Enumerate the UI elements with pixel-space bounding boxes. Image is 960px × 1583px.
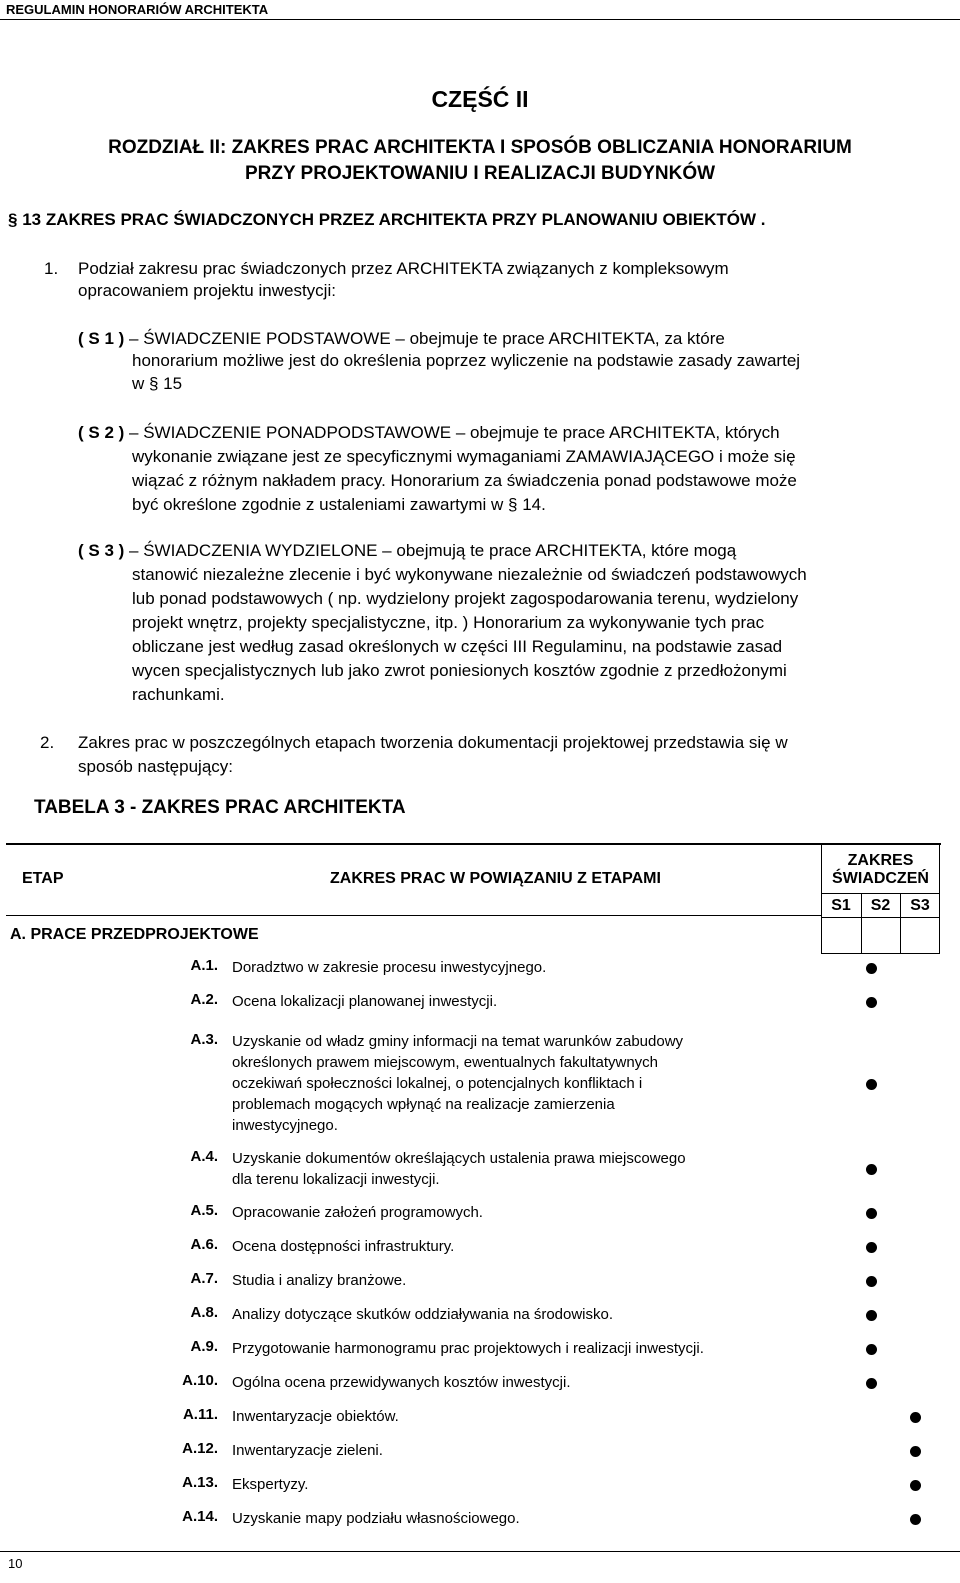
table-row-number: A.12. [182, 1440, 218, 1457]
point1-number: 1. [44, 259, 59, 278]
table-row-text: Analizy dotyczące skutków oddziaływania na środowisko. [232, 1306, 614, 1323]
point2-number: 2. [40, 733, 55, 752]
col-header-s3: S3 [910, 897, 930, 914]
running-header: REGULAMIN HONORARIÓW ARCHITEKTA [6, 2, 269, 17]
scope-bullet-icon [910, 1412, 921, 1423]
scope-bullet-icon [910, 1514, 921, 1525]
table-group-title: A. PRACE PRZEDPROJEKTOWE [10, 926, 259, 943]
table-row-text: dla terenu lokalizacji inwestycji. [232, 1171, 440, 1188]
col-header-swiadczen-2: ŚWIADCZEŃ [832, 870, 929, 887]
table-row-number: A.2. [190, 991, 218, 1008]
s1-line1-rest: obejmuje te prace ARCHITEKTA, za które [409, 329, 725, 348]
s2-code: ( S 2 ) [78, 423, 125, 442]
s3-line7: rachunkami. [132, 685, 225, 704]
table-row-number: A.6. [190, 1236, 218, 1253]
table-row-text: Inwentaryzacje zieleni. [232, 1442, 383, 1459]
s2-line1-rest: obejmuje te prace ARCHITEKTA, których [470, 423, 780, 442]
point1-line1: Podział zakresu prac świadczonych przez ARCHITEKTA związanych z kompleksowym [78, 259, 729, 278]
table-row-number: A.9. [190, 1338, 218, 1355]
table-row-text: inwestycyjnego. [232, 1117, 338, 1134]
table-row-text: Ogólna ocena przewidywanych kosztów inwestycji. [232, 1374, 571, 1391]
page-number: 10 [8, 1556, 23, 1571]
section-text: 13 ZAKRES PRAC ŚWIADCZONYCH PRZEZ ARCHITEKTA PRZY PLANOWANIU OBIEKTÓW . [22, 210, 766, 229]
s2-line4: być określone zgodnie z ustaleniami zawartymi w § 14. [132, 495, 546, 514]
col-header-etap: ETAP [22, 870, 64, 887]
table-row-number: A.7. [190, 1270, 218, 1287]
table-row-number: A.1. [190, 957, 218, 974]
s3-name: – ŚWIADCZENIA WYDZIELONE – [129, 541, 392, 560]
table-row-number: A.5. [190, 1202, 218, 1219]
scope-bullet-icon [866, 1164, 877, 1175]
scope-bullet-icon [866, 1242, 877, 1253]
table-row-number: A.13. [182, 1474, 218, 1491]
table-row-number: A.14. [182, 1508, 218, 1525]
s3-line1-rest: obejmują te prace ARCHITEKTA, które mogą [396, 541, 737, 560]
s2-line2: wykonanie związane jest ze specyficznymi wymaganiami ZAMAWIAJĄCEGO i może się [132, 447, 796, 466]
table-row-text: Uzyskanie dokumentów określających ustalenia prawa miejscowego [232, 1150, 686, 1167]
scope-bullet-icon [866, 1208, 877, 1219]
table-row-text: Uzyskanie od władz gminy informacji na temat warunków zabudowy [232, 1033, 684, 1050]
chapter-title-line1: ROZDZIAŁ II: ZAKRES PRAC ARCHITEKTA I SPOSÓB OBLICZANIA HONORARIUM [108, 137, 852, 158]
s2-name: – ŚWIADCZENIE PONADPODSTAWOWE – [129, 423, 466, 442]
table-row-text: Ocena dostępności infrastruktury. [232, 1238, 455, 1255]
table-row-number: A.4. [190, 1148, 218, 1165]
point1-line2: opracowaniem projektu inwestycji: [78, 281, 336, 300]
scope-bullet-icon [866, 1378, 877, 1389]
scope-bullet-icon [910, 1480, 921, 1491]
s1-line3: w § 15 [132, 374, 183, 393]
table-row-text: Przygotowanie harmonogramu prac projektowych i realizacji inwestycji. [232, 1340, 704, 1357]
table-row-text: Studia i analizy branżowe. [232, 1272, 407, 1289]
table-row-text: problemach mogących wpłynąć na realizacje zamierzenia [232, 1096, 615, 1113]
scope-bullet-icon [910, 1446, 921, 1457]
table-row-text: określonych prawem miejscowym, ewentualnych fakultatywnych [232, 1054, 659, 1071]
table-row-text: Ekspertyzy. [232, 1476, 309, 1493]
s1-code: ( S 1 ) [78, 329, 125, 348]
point2-line2: sposób następujący: [78, 757, 233, 776]
table-row-text: Doradztwo w zakresie procesu inwestycyjnego. [232, 959, 547, 976]
scope-bullet-icon [866, 1079, 877, 1090]
s1-name: – ŚWIADCZENIE PODSTAWOWE – [129, 329, 405, 348]
table-row-text: Opracowanie założeń programowych. [232, 1204, 483, 1221]
table-row-number: A.8. [190, 1304, 218, 1321]
point2-line1: Zakres prac w poszczególnych etapach tworzenia dokumentacji projektowej przedstawia się w [78, 733, 788, 752]
table-row-text: Ocena lokalizacji planowanej inwestycji. [232, 993, 498, 1010]
scope-bullet-icon [866, 997, 877, 1008]
col-header-zakres: ZAKRES PRAC W POWIĄZANIU Z ETAPAMI [330, 870, 661, 887]
col-header-s2: S2 [870, 897, 891, 914]
section-symbol: § [8, 210, 18, 229]
scope-bullet-icon [866, 963, 877, 974]
s3-line6: wycen specjalistycznych lub jako zwrot poniesionych kosztów zgodnie z przedłożonymi [132, 661, 787, 680]
footer-divider [0, 1551, 960, 1552]
col-header-swiadczen-1: ZAKRES [847, 852, 914, 869]
s1-line2: honorarium możliwe jest do określenia poprzez wyliczenie na podstawie zasady zawartej [132, 351, 801, 370]
table-title: TABELA 3 - ZAKRES PRAC ARCHITEKTA [34, 797, 406, 818]
table-row-text: Inwentaryzacje obiektów. [232, 1408, 399, 1425]
s3-line5: obliczane jest według zasad określonych w części III Regulaminu, na podstawie zasad [132, 637, 783, 656]
s3-line4: projekt wnętrz, projekty specjalistyczne, itp. ) Honorarium za wykonywanie tych prac [132, 613, 765, 632]
col-header-s1: S1 [831, 897, 851, 914]
chapter-title-line2: PRZY PROJEKTOWANIU I REALIZACJI BUDYNKÓW [244, 163, 716, 184]
table-row-number: A.11. [182, 1406, 218, 1423]
scope-bullet-icon [866, 1344, 877, 1355]
table-row-number: A.3. [190, 1031, 218, 1048]
s3-line2: stanowić niezależne zlecenie i być wykonywane niezależnie od świadczeń podstawowych [132, 565, 807, 584]
part-title: CZĘŚĆ II [431, 86, 529, 112]
table-row-text: oczekiwań społeczności lokalnej, o potencjalnych konfliktach i [232, 1075, 643, 1092]
table-row-number: A.10. [182, 1372, 218, 1389]
scope-bullet-icon [866, 1276, 877, 1287]
scope-bullet-icon [866, 1310, 877, 1321]
s2-line3: wiązać z różnym nakładem pracy. Honorarium za świadczenia ponad podstawowe może [132, 471, 797, 490]
table-row-text: Uzyskanie mapy podziału własnościowego. [232, 1510, 520, 1527]
s3-code: ( S 3 ) [78, 541, 125, 560]
s3-line3: lub ponad podstawowych ( np. wydzielony projekt zagospodarowania terenu, wydzielony [132, 589, 799, 608]
